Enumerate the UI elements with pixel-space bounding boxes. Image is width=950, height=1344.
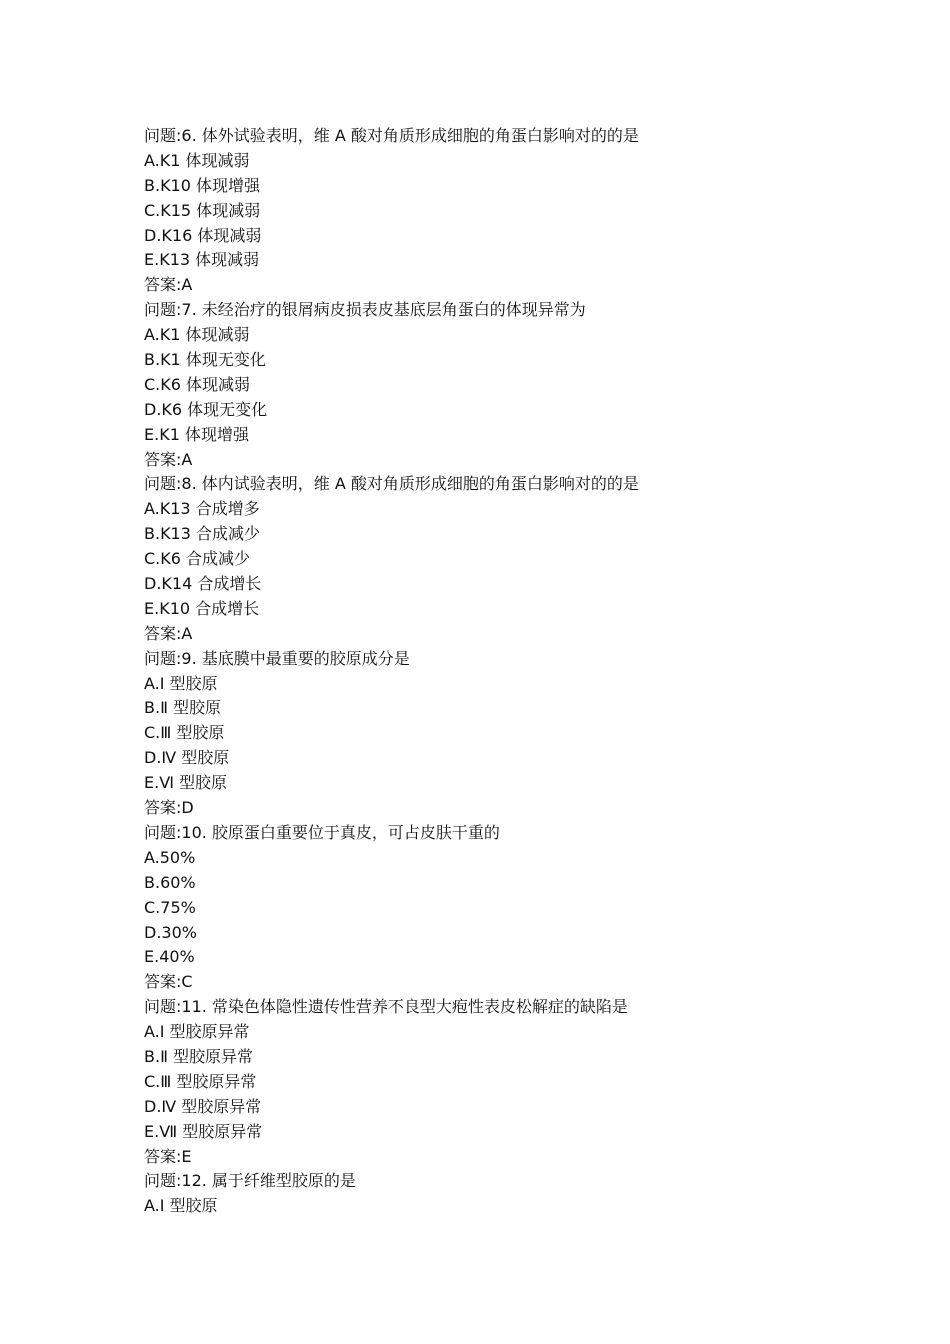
document-page [144, 124, 844, 1219]
answer-option: B.Ⅱ 型胶原 [144, 698, 222, 718]
answer-option: C.K6 体现减弱 [144, 374, 251, 394]
answer-option: D.30% [144, 922, 197, 942]
answer-option: B.K13 合成减少 [144, 524, 261, 544]
correct-answer: 答案:A [144, 275, 193, 295]
question-text: 问题:12. 属于纤维型胶原的是 [144, 1171, 356, 1191]
answer-option: A.Ⅰ 型胶原 [144, 1196, 218, 1216]
correct-answer: 答案:A [144, 449, 193, 469]
answer-option: E.Ⅵ 型胶原 [144, 773, 228, 793]
correct-answer: 答案:D [144, 798, 194, 818]
answer-option: E.K10 合成增长 [144, 598, 260, 618]
answer-option: A.Ⅰ 型胶原 [144, 673, 218, 693]
answer-option: A.50% [144, 847, 196, 867]
question-text: 问题:9. 基底膜中最重要的胶原成分是 [144, 648, 410, 668]
question-text: 问题:7. 未经治疗的银屑病皮损表皮基底层角蛋白的体现异常为 [144, 300, 586, 320]
correct-answer: 答案:A [144, 623, 193, 643]
question-text: 问题:8. 体内试验表明，维 A 酸对角质形成细胞的角蛋白影响对的的是 [144, 474, 639, 494]
answer-option: D.K14 合成增长 [144, 574, 262, 594]
question-text: 问题:10. 胶原蛋白重要位于真皮，可占皮肤干重的 [144, 822, 500, 842]
answer-option: D.Ⅳ 型胶原 [144, 748, 230, 768]
answer-option: E.K13 体现减弱 [144, 250, 260, 270]
answer-option: D.K16 体现减弱 [144, 225, 262, 245]
answer-option: E.40% [144, 947, 195, 967]
answer-option: C.75% [144, 897, 196, 917]
answer-option: A.Ⅰ 型胶原异常 [144, 1022, 250, 1042]
answer-option: E.K1 体现增强 [144, 424, 249, 444]
answer-option: C.Ⅲ 型胶原 [144, 723, 225, 743]
answer-option: E.Ⅶ 型胶原异常 [144, 1121, 263, 1141]
answer-option: A.K1 体现减弱 [144, 325, 250, 345]
answer-option: C.Ⅲ 型胶原异常 [144, 1071, 257, 1091]
correct-answer: 答案:C [144, 972, 193, 992]
answer-option: B.K1 体现无变化 [144, 350, 266, 370]
question-text: 问题:6. 体外试验表明，维 A 酸对角质形成细胞的角蛋白影响对的的是 [144, 126, 639, 145]
answer-option: B.60% [144, 872, 196, 892]
answer-option: C.K15 体现减弱 [144, 200, 261, 220]
answer-option: C.K6 合成减少 [144, 549, 251, 569]
answer-option: A.K13 合成增多 [144, 499, 260, 519]
answer-option: A.K1 体现减弱 [144, 150, 250, 170]
correct-answer: 答案:E [144, 1146, 192, 1166]
answer-option: B.K10 体现增强 [144, 175, 261, 195]
answer-option: D.K6 体现无变化 [144, 399, 268, 419]
question-text: 问题:11. 常染色体隐性遗传性营养不良型大疱性表皮松解症的缺陷是 [144, 997, 628, 1017]
answer-option: D.Ⅳ 型胶原异常 [144, 1096, 262, 1116]
answer-option: B.Ⅱ 型胶原异常 [144, 1046, 254, 1066]
